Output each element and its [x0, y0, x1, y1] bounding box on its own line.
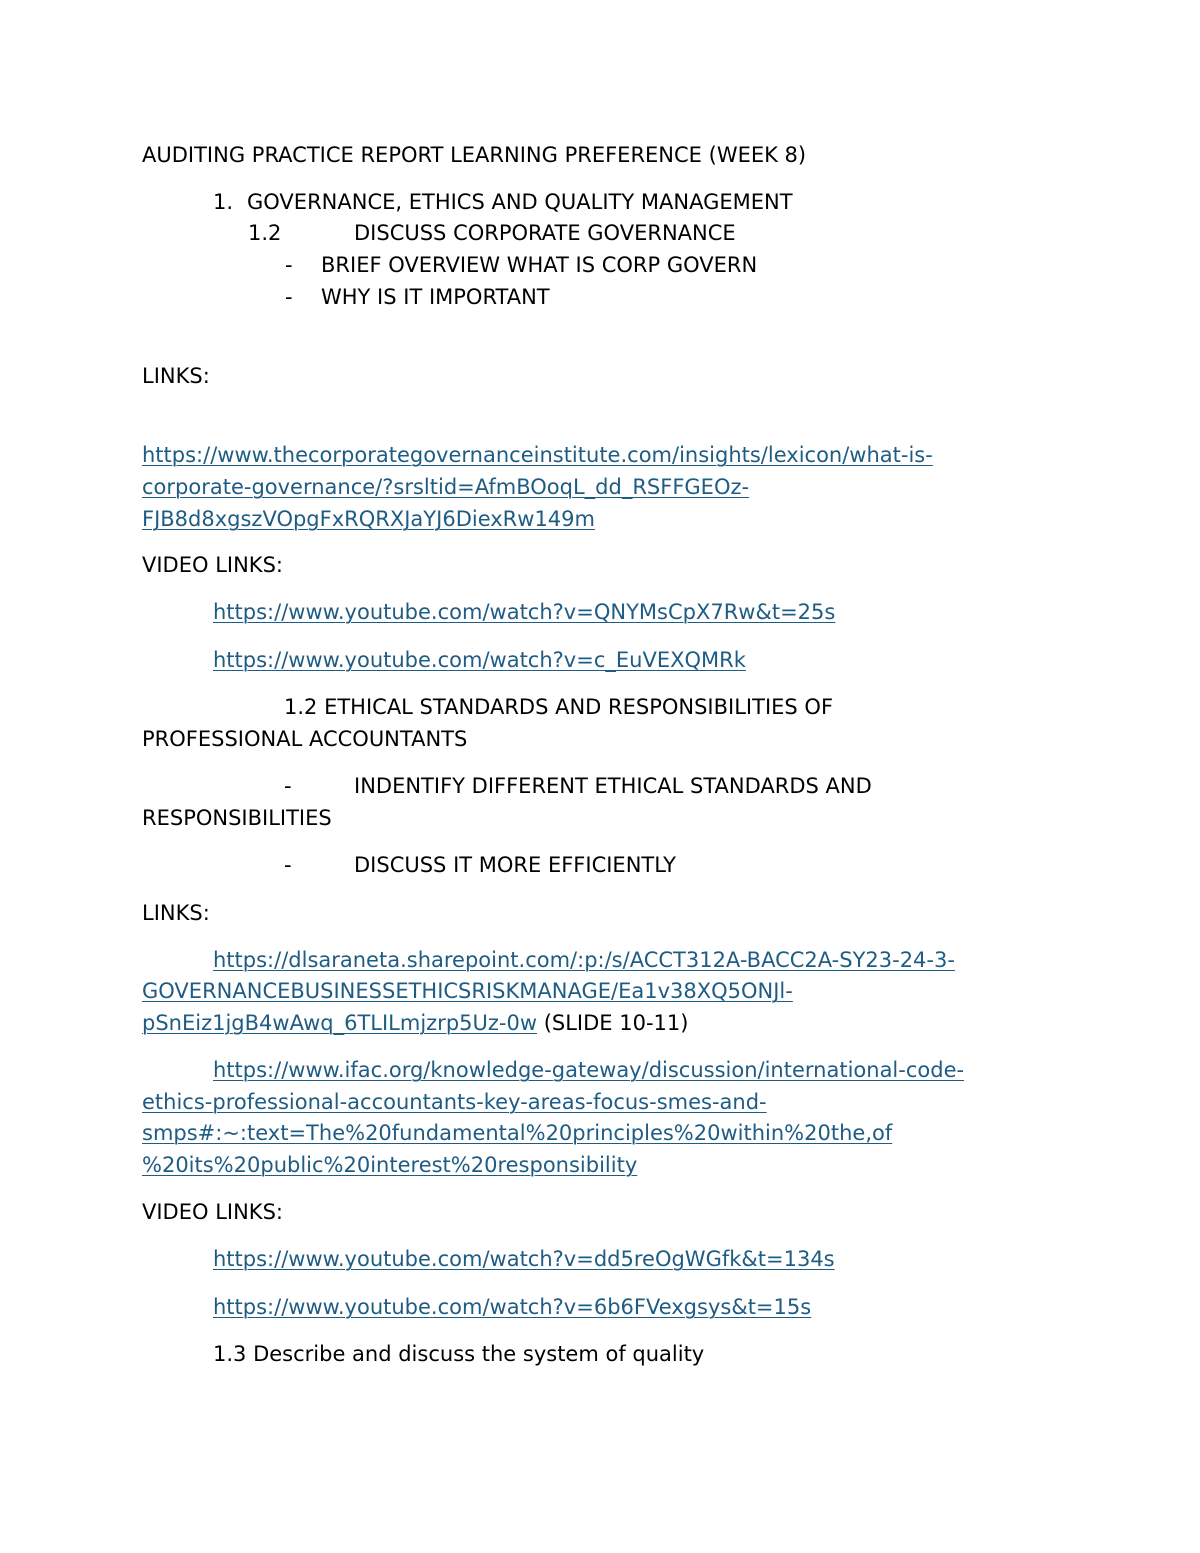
bullet-dash: - — [285, 285, 293, 309]
corporate-governance-link[interactable]: FJB8d8xgszVOpgFxRQRXJaYJ6DiexRw149m — [142, 507, 595, 531]
corporate-governance-link[interactable]: https://www.thecorporategovernanceinstitute.com/insights/lexicon/what-is- — [142, 443, 933, 467]
youtube-link[interactable]: https://www.youtube.com/watch?v=c_EuVEXQMRk — [213, 648, 746, 672]
video-links-label: VIDEO LINKS: — [142, 1200, 283, 1224]
links-label: LINKS: — [142, 901, 210, 925]
bullet-text: WHY IS IT IMPORTANT — [321, 285, 550, 309]
section-1-number: 1. — [213, 190, 234, 214]
bullet-dash: - — [284, 774, 292, 798]
sharepoint-link[interactable]: GOVERNANCEBUSINESSETHICSRISKMANAGE/Ea1v38XQ5ONJl- — [142, 979, 793, 1003]
section-quality-heading: 1.3 Describe and discuss the system of quality — [213, 1342, 705, 1366]
document-title: AUDITING PRACTICE REPORT LEARNING PREFERENCE (WEEK 8) — [142, 143, 807, 167]
bullet-dash: - — [285, 253, 293, 277]
sharepoint-link[interactable]: pSnEiz1jgB4wAwq_6TLILmjzrp5Uz-0w — [142, 1011, 538, 1035]
corporate-governance-link[interactable]: corporate-governance/?srsltid=AfmBOoqL_dd_RSFFGEOz- — [142, 475, 750, 499]
ifac-link[interactable]: ethics-professional-accountants-key-areas-focus-smes-and- — [142, 1090, 767, 1114]
subsection-1-2-heading: DISCUSS CORPORATE GOVERNANCE — [354, 221, 736, 245]
bullet-text: DISCUSS IT MORE EFFICIENTLY — [354, 853, 676, 877]
youtube-link[interactable]: https://www.youtube.com/watch?v=QNYMsCpX7Rw&t=25s — [213, 600, 836, 624]
slide-note: (SLIDE 10-11) — [537, 1011, 689, 1035]
ifac-link[interactable]: smps#:~:text=The%20fundamental%20principles%20within%20the,of — [142, 1121, 893, 1145]
video-links-label: VIDEO LINKS: — [142, 553, 283, 577]
links-label: LINKS: — [142, 364, 210, 388]
bullet-text-cont: RESPONSIBILITIES — [142, 806, 332, 830]
bullet-text: BRIEF OVERVIEW WHAT IS CORP GOVERN — [321, 253, 758, 277]
ifac-link[interactable]: https://www.ifac.org/knowledge-gateway/discussion/international-code- — [213, 1058, 965, 1082]
youtube-link[interactable]: https://www.youtube.com/watch?v=dd5reOgWGfk&t=134s — [213, 1247, 835, 1271]
youtube-link[interactable]: https://www.youtube.com/watch?v=6b6FVexgsys&t=15s — [213, 1295, 812, 1319]
bullet-text: INDENTIFY DIFFERENT ETHICAL STANDARDS AND — [354, 774, 872, 798]
ifac-link[interactable]: %20its%20public%20interest%20responsibility — [142, 1153, 638, 1177]
bullet-dash: - — [284, 853, 292, 877]
sharepoint-link[interactable]: https://dlsaraneta.sharepoint.com/:p:/s/ACCT312A-BACC2A-SY23-24-3- — [213, 948, 955, 972]
section-ethics-heading: 1.2 ETHICAL STANDARDS AND RESPONSIBILITIES OF — [284, 695, 834, 719]
section-ethics-heading-cont: PROFESSIONAL ACCOUNTANTS — [142, 727, 468, 751]
subsection-1-2-number: 1.2 — [248, 221, 282, 245]
section-1-heading: GOVERNANCE, ETHICS AND QUALITY MANAGEMENT — [247, 190, 793, 214]
